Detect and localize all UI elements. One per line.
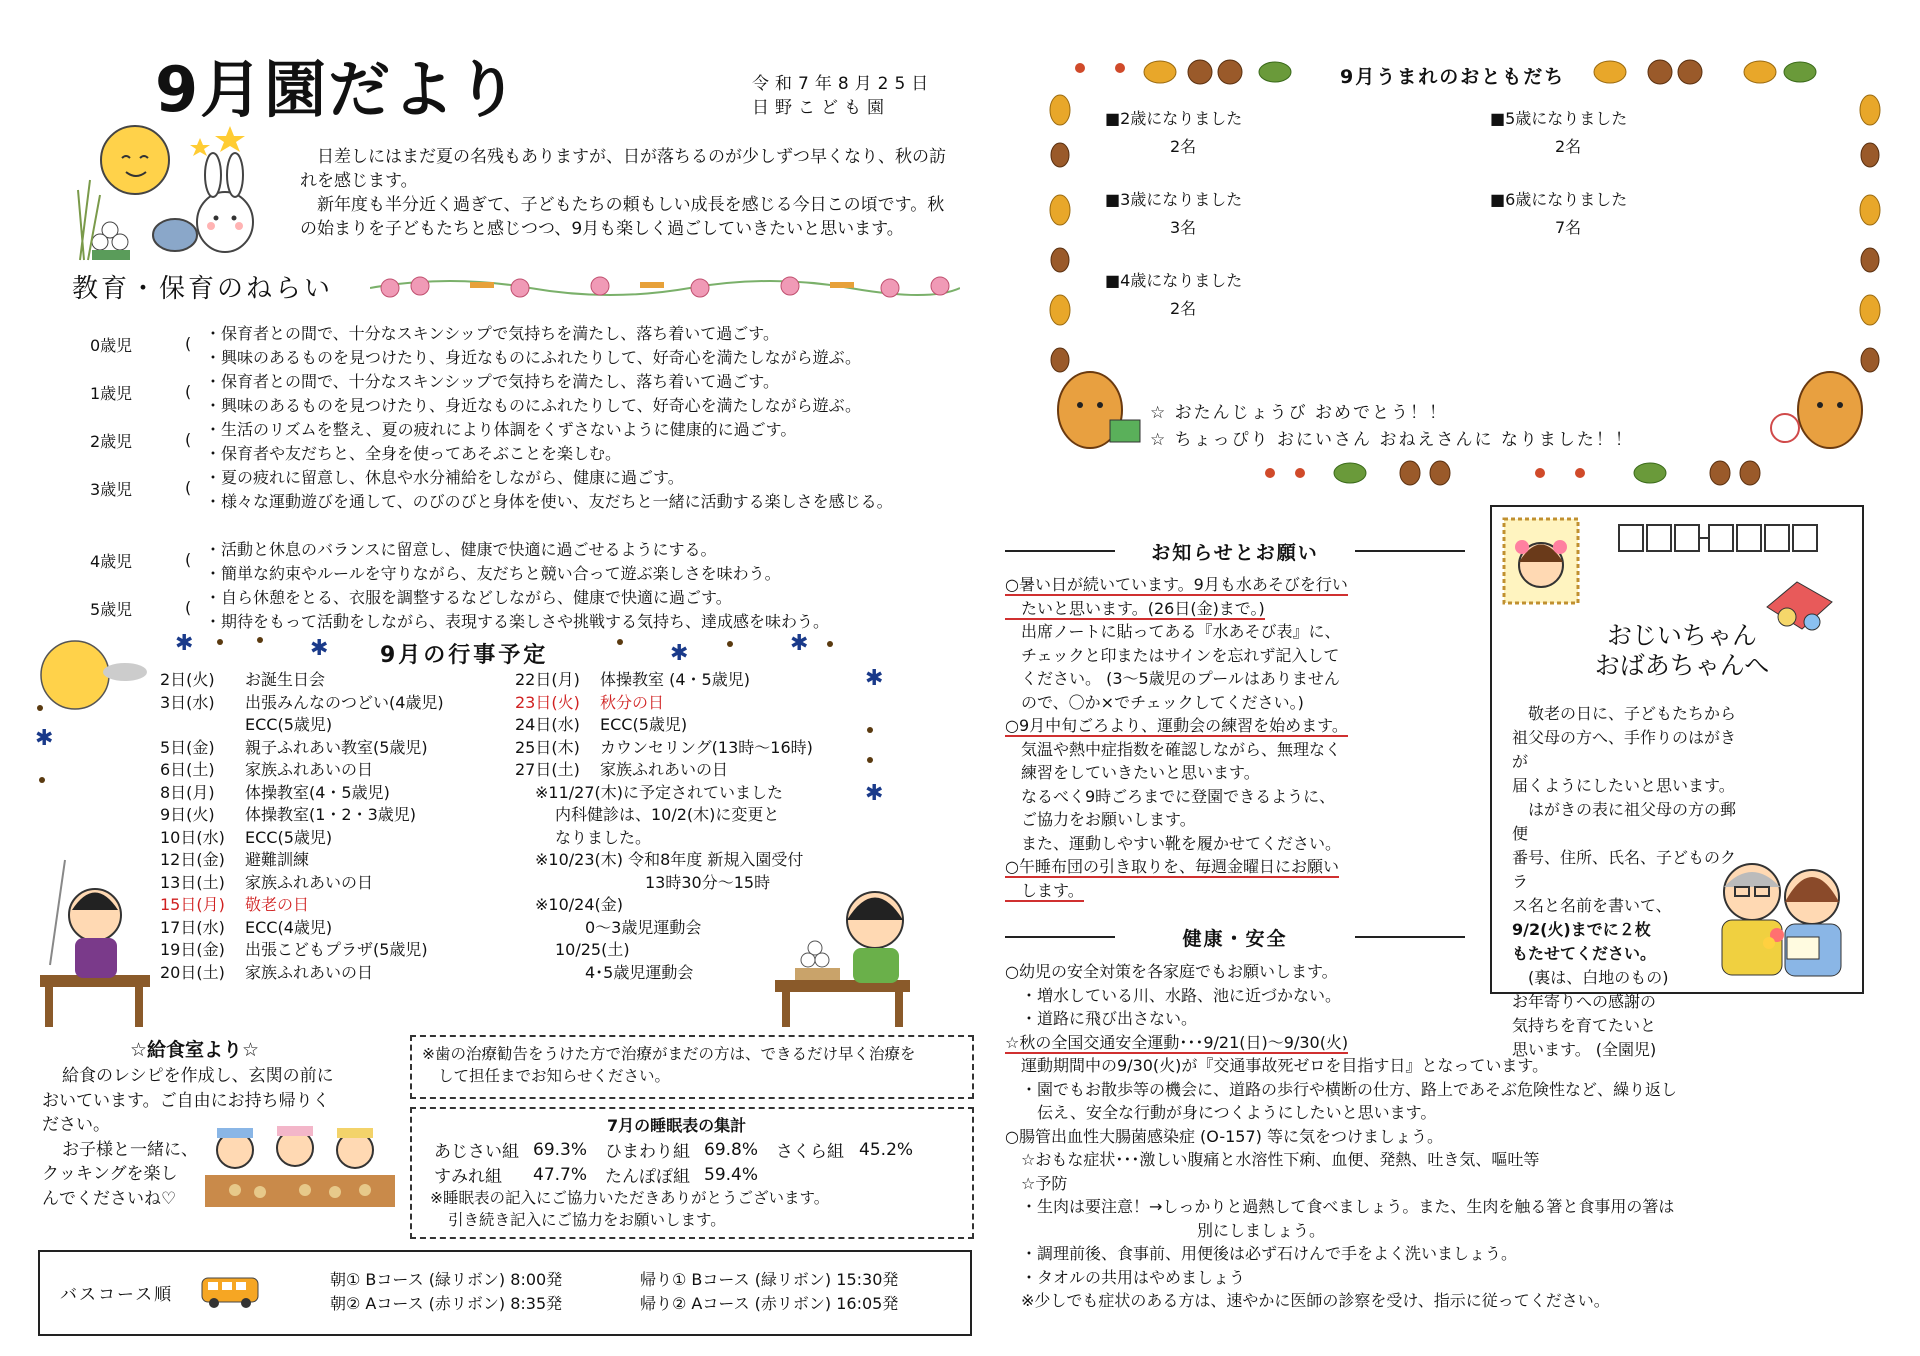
svg-text:✱: ✱ xyxy=(865,666,884,691)
birthday-group xyxy=(1105,267,1242,323)
postcard-line: 番号、住所、氏名、子どものクラ xyxy=(1512,848,1737,891)
kitchen-line: んでくださいね♡ xyxy=(42,1188,177,1209)
notice-text xyxy=(1005,573,1475,902)
postcard-line: 祖父母の方へ、手作りのはがきが xyxy=(1512,728,1737,771)
aim-line: ・簡単な約束やルールを守りながら、友だちと競い合って遊ぶ楽しさを味わう。 xyxy=(205,564,781,583)
event-date: 22日(月) xyxy=(515,670,580,689)
event-date: 12日(金) xyxy=(160,850,225,869)
event-item xyxy=(160,804,444,827)
health-line: ・園でもお散歩等の機会に、道路の歩行や横断の仕方、路上であそぶ危険性など、繰り返し xyxy=(1005,1079,1678,1099)
event-text: 家族ふれあいの日 xyxy=(245,962,374,982)
sleep-rate: 59.4% xyxy=(704,1164,759,1185)
birthday-heading: 9月うまれのおともだち xyxy=(1340,66,1566,88)
event-date: 2日(火) xyxy=(160,670,215,689)
notice-line: ください。 (3～5歳児のプールはありません xyxy=(1005,669,1340,688)
postcard-line: 気持ちを育てたいと xyxy=(1512,1016,1657,1035)
divider xyxy=(1005,550,1115,552)
aim-age: 4歳児 xyxy=(90,552,133,571)
svg-text:✱: ✱ xyxy=(175,631,194,656)
event-item xyxy=(160,917,444,940)
event-item xyxy=(515,692,813,715)
aim-bracket: ( xyxy=(185,550,192,569)
event-date: 8日(月) xyxy=(160,782,215,802)
event-date: 15日(月) xyxy=(160,895,225,914)
notice-line: 出席ノートに貼ってある『水あそび表』に、 xyxy=(1005,622,1341,641)
postcard-line: 思います。 (全園児) xyxy=(1512,1040,1657,1059)
birthday-label: ■5歳になりました xyxy=(1490,109,1628,128)
bus-icon xyxy=(200,1274,262,1310)
aim-bracket: ( xyxy=(185,478,192,497)
health-line: ・増水している川、水路、池に近づかない。 xyxy=(1005,985,1342,1005)
notice-line: たいと思います。(26日(金)まで。) xyxy=(1005,598,1265,618)
event-text: 避難訓練 xyxy=(245,850,310,869)
moon-rabbit-illustration xyxy=(70,120,285,265)
divider xyxy=(1355,936,1465,938)
sleep-rate: 47.7% xyxy=(533,1164,588,1185)
event-date: 23日(火) xyxy=(515,692,580,712)
sleep-class: たんぽぽ組 xyxy=(605,1167,691,1187)
sleep-class: すみれ組 xyxy=(434,1167,502,1187)
aim-line: ・期待をもって活動をしながら、表現する楽しさや挑戦する気持ち、達成感を味わう。 xyxy=(205,612,830,631)
svg-text:✱: ✱ xyxy=(790,631,809,656)
bus-course-box xyxy=(38,1250,972,1336)
event-item xyxy=(515,737,813,760)
health-line: ○腸管出血性大腸菌感染症 (O-157) 等に気をつけましょう。 xyxy=(1005,1126,1443,1146)
kitchen-heading: ☆給食室より☆ xyxy=(130,1039,260,1061)
grandparents-illustration xyxy=(1707,847,1857,987)
postcard-title xyxy=(1567,621,1797,681)
dental-text xyxy=(422,1043,916,1087)
aim-lines xyxy=(205,586,985,634)
event-note: 内科健診は、10/2(木)に変更と xyxy=(555,805,780,824)
intro-paragraph: 日差しにはまだ夏の名残もありますが、日が落ちるのが少しずつ早くなり、秋の訪れを感じます。 xyxy=(300,147,946,191)
event-date: 9日(火) xyxy=(160,805,215,824)
aim-lines xyxy=(205,466,985,514)
event-date: 10日(水) xyxy=(160,827,225,847)
event-item xyxy=(160,939,444,962)
notice-heading: お知らせとお願い xyxy=(1151,542,1319,564)
health-heading: 健康・安全 xyxy=(1182,928,1288,950)
aim-line: ・興味のあるものを見つけたり、身近なものにふれたりして、好奇心を満たしながら遊ぶ。 xyxy=(205,396,862,415)
event-text: 体操教室(1・2・3歳児) xyxy=(245,805,417,824)
sleep-class: ひまわり組 xyxy=(605,1142,691,1162)
birthday-label: ■3歳になりました xyxy=(1105,190,1243,209)
health-line: 運動期間中の9/30(火)が『交通事故死ゼロを目指す日』となっています。 xyxy=(1005,1056,1549,1075)
birthday-message: ☆ おたんじょうび おめでとう！！ xyxy=(1150,403,1449,423)
event-item xyxy=(160,894,444,917)
aim-line: ・生活のリズムを整え、夏の疲れにより体調をくずさないように健康的に過ごす。 xyxy=(205,420,797,439)
event-item xyxy=(160,669,444,692)
event-text: 家族ふれあいの日 xyxy=(245,760,374,779)
health-line: 伝え、安全な行動が身につくようにしたいと思います。 xyxy=(1005,1103,1437,1122)
svg-text:✱: ✱ xyxy=(670,641,689,666)
postcard-title-line: おじいちゃん xyxy=(1606,621,1757,650)
event-item xyxy=(160,827,444,850)
notice-line: また、運動しやすい靴を履かせてください。 xyxy=(1005,833,1342,853)
birthday-count: 2名 xyxy=(1170,137,1197,156)
event-date: 20日(土) xyxy=(160,962,225,982)
aim-bracket: ( xyxy=(185,382,192,401)
birthday-count: 2名 xyxy=(1170,299,1197,318)
birthday-label: ■2歳になりました xyxy=(1105,109,1243,128)
birthday-message: ☆ ちょっぴり おにいさん おねえさんに なりました！！ xyxy=(1150,430,1634,450)
aim-age: 5歳児 xyxy=(90,600,133,619)
bus-back: 帰り② Aコース (赤リボン) 16:05発 xyxy=(640,1294,899,1313)
birthday-group xyxy=(1490,186,1627,242)
sleep-table xyxy=(434,1137,914,1187)
event-note: 13時30分～15時 xyxy=(645,872,771,892)
event-date: 27日(土) xyxy=(515,760,580,779)
health-text xyxy=(1005,960,1905,1313)
event-item xyxy=(515,714,813,737)
event-date: 25日(木) xyxy=(515,737,580,757)
sleep-class: さくら組 xyxy=(776,1142,845,1162)
sleep-row xyxy=(434,1162,914,1187)
health-line: ☆予防 xyxy=(1005,1173,1068,1193)
event-text: 体操教室 (4・5歳児) xyxy=(600,670,750,689)
notice-line: チェックと印またはサインを忘れず記入して xyxy=(1005,645,1340,665)
event-text: 親子ふれあい教室(5歳児) xyxy=(245,737,428,757)
sleep-note: ※睡眠表の記入にご協力いただきありがとうございます。 xyxy=(430,1189,830,1207)
event-note: 10/25(土) xyxy=(555,940,630,959)
postcard-line: もたせてください。 xyxy=(1512,944,1657,963)
postcard-line: 敬老の日に、子どもたちから xyxy=(1512,704,1737,723)
bus-go-list xyxy=(330,1268,562,1316)
sleep-note: 引き続き記入にご協力をお願いします。 xyxy=(448,1211,726,1229)
sleep-row xyxy=(434,1137,914,1162)
sleep-heading: 7月の睡眠表の集計 xyxy=(607,1116,747,1135)
event-date: 17日(水) xyxy=(160,917,225,937)
event-date: 24日(水) xyxy=(515,715,580,734)
issue-date: 令和7年8月25日 xyxy=(752,74,935,94)
event-note: なりました。 xyxy=(555,827,652,847)
aim-age: 3歳児 xyxy=(90,480,133,499)
postcard-line: ス名と名前を書いて、 xyxy=(1512,896,1672,915)
postcard-title-line: おばあちゃんへ xyxy=(1594,651,1770,680)
birthday-group xyxy=(1490,105,1627,161)
aim-lines xyxy=(205,370,985,418)
health-line: ※少しでも症状のある方は、速やかに医師の診察を受け、指示に従ってください。 xyxy=(1005,1291,1610,1310)
divider xyxy=(1005,936,1115,938)
birthday-label: ■4歳になりました xyxy=(1105,271,1243,290)
bus-back-list xyxy=(640,1268,898,1316)
svg-text:✱: ✱ xyxy=(35,726,54,751)
event-text: お誕生日会 xyxy=(245,670,326,689)
event-text: 出張こどもプラザ(5歳児) xyxy=(245,940,428,959)
health-line: ・タオルの共用はやめましょう xyxy=(1005,1267,1246,1287)
event-text: 出張みんなのつどい(4歳児) xyxy=(245,692,444,712)
event-text: ECC(5歳児) xyxy=(600,715,688,734)
birthday-count: 2名 xyxy=(1555,137,1582,156)
bus-go: 朝② Aコース (赤リボン) 8:35発 xyxy=(330,1294,563,1313)
health-line: ・生肉は要注意！→しっかりと過熱して食べましょう。また、生肉を触る箸と食事用の箸は xyxy=(1005,1197,1675,1216)
kitchen-line: お子様と一緒に、 xyxy=(62,1139,198,1160)
kitchen-line: 給食のレシピを作成し、玄関の前に xyxy=(62,1066,334,1086)
cooking-kids-illustration xyxy=(205,1120,405,1210)
health-line: ☆秋の全国交通安全運動･･･9/21(日)～9/30(火) xyxy=(1005,1032,1349,1052)
event-item xyxy=(160,872,444,895)
health-line: ・調理前後、食事前、用便後は必ず石けんで手をよく洗いましょう。 xyxy=(1005,1244,1518,1263)
flower-garland-decoration xyxy=(370,270,960,306)
svg-text:✱: ✱ xyxy=(310,636,329,661)
postcard-line: 届くようにしたいと思います。 xyxy=(1512,776,1735,795)
intro-paragraph: 新年度も半分近く過ぎて、子どもたちの頼もしい成長を感じる今日この頃です。秋の始まりを子どもたちと感じつつ、9月も楽しく過ごしていきたいと思います。 xyxy=(300,195,945,239)
events-heading: 9月の行事予定 xyxy=(380,643,549,668)
notice-line: ので、〇か×でチェックしてください。) xyxy=(1005,692,1304,712)
dental-notice xyxy=(410,1035,974,1099)
aim-bracket: ( xyxy=(185,334,192,353)
sleep-rate: 45.2% xyxy=(859,1139,914,1160)
dental-line: して担任までお知らせください。 xyxy=(438,1067,671,1085)
page-title: 9月園だより xyxy=(155,53,521,126)
birthday-group xyxy=(1105,105,1242,161)
aim-lines xyxy=(205,538,985,586)
event-note: ※10/24(金) xyxy=(535,895,624,914)
event-date: 6日(土) xyxy=(160,760,215,779)
aim-line: ・活動と休息のバランスに留意し、健康で快適に過ごせるようにする。 xyxy=(205,540,717,559)
sleep-class: あじさい組 xyxy=(434,1142,519,1162)
dental-line: ※歯の治療勧告をうけた方で治療がまだの方は、できるだけ早く治療を xyxy=(422,1045,916,1063)
event-date: 3日(水) xyxy=(160,692,215,712)
event-item xyxy=(515,669,813,692)
birthday-count: 3名 xyxy=(1170,218,1197,237)
aim-bracket: ( xyxy=(185,430,192,449)
aim-line: ・保育者との間で、十分なスキンシップで気持ちを満たし、落ち着いて過ごす。 xyxy=(205,324,780,343)
event-note: ※10/23(木) 令和8年度 新規入園受付 xyxy=(535,850,804,869)
bus-label: バスコース順 xyxy=(60,1285,174,1305)
postal-code-boxes xyxy=(1617,523,1842,555)
squirrel-left xyxy=(1058,372,1140,448)
event-note: 0～3歳児運動会 xyxy=(585,917,702,937)
aim-lines xyxy=(205,322,985,370)
postcard-line: (裏は、白地のもの) xyxy=(1512,968,1669,987)
event-date: 13日(土) xyxy=(160,872,225,892)
sleep-rate: 69.8% xyxy=(704,1139,759,1160)
health-line: 別にしましょう。 xyxy=(1005,1220,1326,1240)
svg-text:✱: ✱ xyxy=(865,781,884,806)
event-text: ECC(5歳児) xyxy=(245,715,333,734)
bus-go: 朝① Bコース (緑リボン) 8:00発 xyxy=(330,1270,563,1289)
birthday-count: 7名 xyxy=(1555,218,1582,237)
aim-age: 1歳児 xyxy=(90,384,133,403)
aim-line: ・保育者や友だちと、全身を使ってあそぶことを楽しむ。 xyxy=(205,444,622,463)
event-item xyxy=(160,692,444,715)
event-text: ECC(5歳児) xyxy=(245,827,333,847)
notice-line: ○暑い日が続いています。9月も水あそびを行い xyxy=(1005,575,1348,594)
event-item xyxy=(160,962,444,985)
intro-text xyxy=(300,145,960,241)
aim-lines xyxy=(205,418,985,466)
notice-line: 練習をしていきたいと思います。 xyxy=(1005,763,1260,782)
postcard-line: お年寄りへの感謝の xyxy=(1512,992,1657,1011)
postcard-box xyxy=(1490,505,1864,1059)
event-note: 4･5歳児運動会 xyxy=(585,962,694,982)
event-date: 19日(金) xyxy=(160,940,225,959)
divider xyxy=(1355,550,1465,552)
health-line: ・道路に飛び出さない。 xyxy=(1005,1009,1198,1028)
events-right-list xyxy=(515,669,813,984)
event-date: 5日(金) xyxy=(160,737,215,757)
event-item xyxy=(160,782,444,805)
event-text: カウンセリング(13時～16時) xyxy=(600,737,813,757)
notice-line: 気温や熱中症指数を確認しながら、無理なく xyxy=(1005,739,1342,759)
aim-line: ・自ら休憩をとる、衣服を調整するなどしながら、健康で快適に過ごす。 xyxy=(205,588,732,607)
kitchen-line: クッキングを楽し xyxy=(42,1164,178,1184)
notice-line: ご協力をお願いします。 xyxy=(1005,810,1196,829)
event-text: 体操教室(4・5歳児) xyxy=(245,782,390,802)
event-text: ECC(4歳児) xyxy=(245,917,333,937)
event-item xyxy=(160,759,444,782)
event-item xyxy=(515,759,813,782)
birthday-messages xyxy=(1150,400,1634,454)
aim-line: ・興味のあるものを見つけたり、身近なものにふれたりして、好奇心を満たしながら遊ぶ。 xyxy=(205,348,862,367)
aim-age: 2歳児 xyxy=(90,432,133,451)
sleep-summary-box xyxy=(410,1107,974,1239)
events-left-list xyxy=(160,669,444,984)
notice-line: します。 xyxy=(1005,880,1084,900)
notice-line: ○午睡布団の引き取りを、毎週金曜日にお願い xyxy=(1005,857,1339,876)
aim-line: ・様々な運動遊びを通して、のびのびと身体を使い、友だちと一緒に活動する楽しさを感じる。 xyxy=(205,492,893,511)
aim-age: 0歳児 xyxy=(90,336,133,355)
stamp-icon xyxy=(1502,517,1582,607)
bus-back: 帰り① Bコース (緑リボン) 15:30発 xyxy=(640,1270,899,1289)
squirrel-right xyxy=(1771,372,1862,448)
aim-bracket: ( xyxy=(185,598,192,617)
issue-date-block xyxy=(752,72,934,120)
event-text: 家族ふれあいの日 xyxy=(600,760,729,779)
postcard-line: 9/2(火)までに２枚 xyxy=(1512,920,1651,939)
sleep-rate: 69.3% xyxy=(533,1139,588,1160)
school-name: 日野こども園 xyxy=(752,98,890,118)
birthday-label: ■6歳になりました xyxy=(1490,190,1628,209)
kitchen-line: おいています。ご自由にお持ち帰りく xyxy=(42,1090,330,1111)
birthday-group xyxy=(1105,186,1242,242)
postcard-line: はがきの表に祖父母の方の郵便 xyxy=(1512,800,1737,843)
event-item xyxy=(160,714,444,737)
event-item xyxy=(160,737,444,760)
kitchen-line: ださい。 xyxy=(42,1115,110,1135)
health-line: ☆おもな症状･･･激しい腹痛と水溶性下痢、血便、発熱、吐き気、嘔吐等 xyxy=(1005,1150,1540,1169)
event-text: 家族ふれあいの日 xyxy=(245,872,374,892)
aim-line: ・保育者との間で、十分なスキンシップで気持ちを満たし、落ち着いて過ごす。 xyxy=(205,372,780,391)
notice-line: なるべく9時ごろまでに登園できるように、 xyxy=(1005,786,1336,806)
aims-heading: 教育・保育のねらい xyxy=(72,274,334,304)
health-line: ○幼児の安全対策を各家庭でもお願いします。 xyxy=(1005,962,1338,981)
event-note: ※11/27(木)に予定されていました xyxy=(535,782,784,802)
sleep-notes xyxy=(430,1187,829,1231)
aim-line: ・夏の疲れに留意し、休息や水分補給をしながら、健康に過ごす。 xyxy=(205,468,684,487)
event-text: 秋分の日 xyxy=(600,692,665,712)
event-text: 敬老の日 xyxy=(245,895,310,914)
event-item xyxy=(160,849,444,872)
notice-line: ○9月中旬ごろより、運動会の練習を始めます。 xyxy=(1005,716,1348,735)
